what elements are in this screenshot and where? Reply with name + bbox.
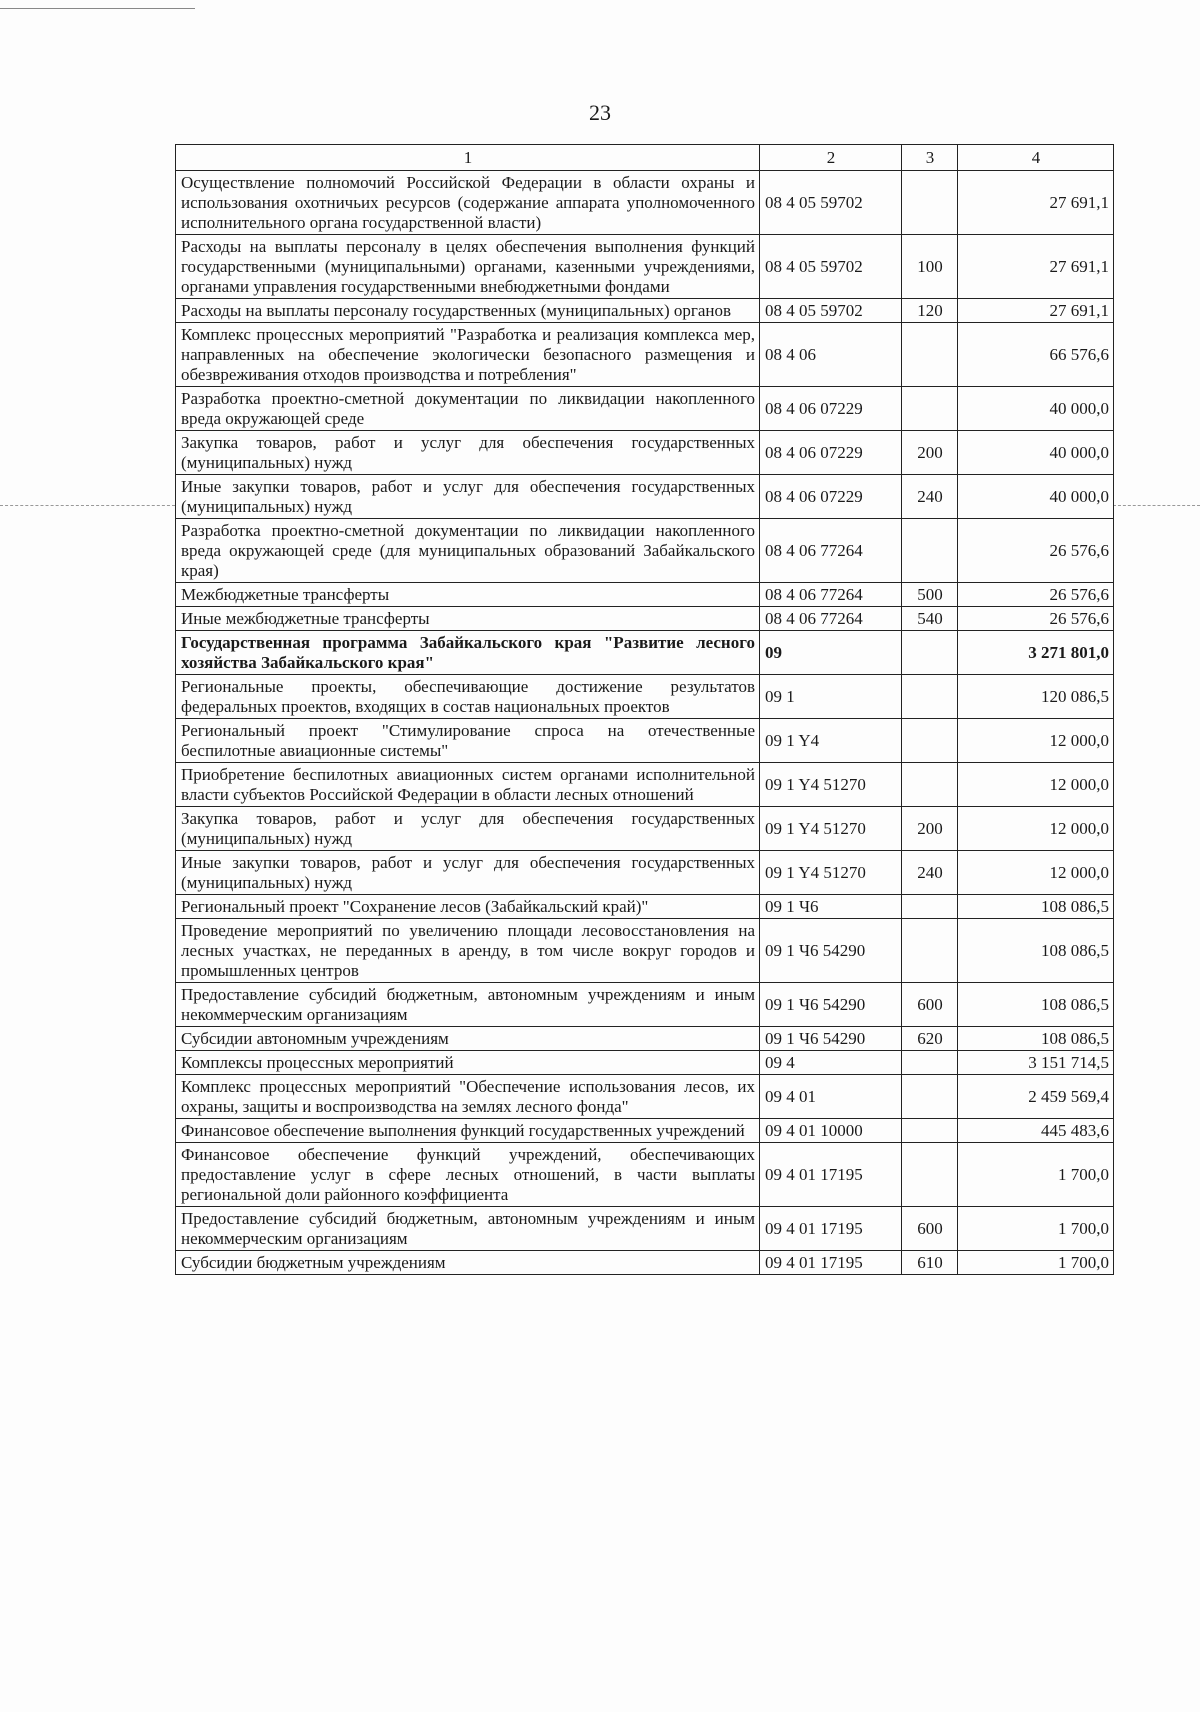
table-row [176, 1027, 1114, 1051]
table-row [176, 807, 1114, 851]
row-name-cell: Межбюджетные трансферты [176, 583, 760, 607]
row-type-cell: 540 [902, 607, 958, 631]
header-row [176, 145, 1114, 171]
row-amount-cell: 108 086,5 [958, 895, 1114, 919]
row-name-cell: Разработка проектно-сметной документации по ликвидации накопленного вреда окружающей среде (для муниципальных образований Забайкальского края) [176, 519, 760, 583]
row-amount-cell: 1 700,0 [958, 1143, 1114, 1207]
row-name-cell: Расходы на выплаты персоналу государственных (муниципальных) органов [176, 299, 760, 323]
row-code-cell: 09 4 01 17195 [760, 1251, 902, 1275]
row-amount-cell: 40 000,0 [958, 431, 1114, 475]
table-row [176, 235, 1114, 299]
row-code-cell: 09 4 01 10000 [760, 1119, 902, 1143]
row-amount-cell: 120 086,5 [958, 675, 1114, 719]
row-type-cell: 200 [902, 431, 958, 475]
row-name-cell: Комплекс процессных мероприятий "Разработка и реализация комплекса мер, направленных на обеспечение экологически безопасного размещения и обезвреживания отходов производства и потребления" [176, 323, 760, 387]
row-code-cell: 08 4 06 07229 [760, 475, 902, 519]
row-amount-cell: 12 000,0 [958, 719, 1114, 763]
header-col-1: 1 [176, 145, 760, 171]
row-amount-cell: 3 271 801,0 [958, 631, 1114, 675]
row-amount-cell: 26 576,6 [958, 607, 1114, 631]
row-type-cell [902, 1051, 958, 1075]
row-amount-cell: 108 086,5 [958, 919, 1114, 983]
table-row [176, 983, 1114, 1027]
row-code-cell: 09 1 Y4 [760, 719, 902, 763]
row-code-cell: 09 1 Ч6 54290 [760, 919, 902, 983]
row-amount-cell: 1 700,0 [958, 1251, 1114, 1275]
row-type-cell [902, 171, 958, 235]
row-type-cell [902, 1075, 958, 1119]
budget-table [175, 144, 1114, 1275]
row-type-cell [902, 387, 958, 431]
table-row [176, 719, 1114, 763]
top-edge-line [0, 8, 195, 9]
row-name-cell: Расходы на выплаты персоналу в целях обеспечения выполнения функций государственными (муниципальными) органами, казенными учреждениями, органами управления государственными внебюджетными фондами [176, 235, 760, 299]
row-amount-cell: 26 576,6 [958, 583, 1114, 607]
row-type-cell [902, 919, 958, 983]
row-name-cell: Разработка проектно-сметной документации по ликвидации накопленного вреда окружающей среде [176, 387, 760, 431]
row-type-cell: 500 [902, 583, 958, 607]
header-col-2: 2 [760, 145, 902, 171]
row-type-cell: 600 [902, 1207, 958, 1251]
row-name-cell: Иные межбюджетные трансферты [176, 607, 760, 631]
table-row [176, 387, 1114, 431]
row-name-cell: Комплекс процессных мероприятий "Обеспечение использования лесов, их охраны, защиты и воспроизводства на землях лесного фонда" [176, 1075, 760, 1119]
row-code-cell: 08 4 06 77264 [760, 583, 902, 607]
page-number: 23 [589, 100, 611, 125]
table-row [176, 583, 1114, 607]
row-type-cell [902, 895, 958, 919]
row-code-cell: 09 1 Y4 51270 [760, 807, 902, 851]
row-code-cell: 09 1 Ч6 [760, 895, 902, 919]
row-amount-cell: 26 576,6 [958, 519, 1114, 583]
row-code-cell: 08 4 05 59702 [760, 171, 902, 235]
table-row [176, 919, 1114, 983]
row-amount-cell: 3 151 714,5 [958, 1051, 1114, 1075]
table-row [176, 763, 1114, 807]
row-type-cell [902, 1143, 958, 1207]
row-name-cell: Региональный проект "Стимулирование спроса на отечественные беспилотные авиационные системы" [176, 719, 760, 763]
row-amount-cell: 2 459 569,4 [958, 1075, 1114, 1119]
row-name-cell: Региональные проекты, обеспечивающие достижение результатов федеральных проектов, входящих в состав национальных проектов [176, 675, 760, 719]
row-name-cell: Проведение мероприятий по увеличению площади лесовосстановления на лесных участках, не переданных в аренду, в том числе вокруг городов и промышленных центров [176, 919, 760, 983]
row-type-cell: 610 [902, 1251, 958, 1275]
row-amount-cell: 27 691,1 [958, 299, 1114, 323]
row-type-cell [902, 1119, 958, 1143]
table-row [176, 1143, 1114, 1207]
table-row [176, 299, 1114, 323]
fold-mark-left [0, 505, 175, 506]
row-code-cell: 09 1 Y4 51270 [760, 763, 902, 807]
row-amount-cell: 27 691,1 [958, 235, 1114, 299]
row-type-cell [902, 763, 958, 807]
row-type-cell [902, 323, 958, 387]
fold-mark-right [1113, 505, 1200, 506]
row-type-cell: 240 [902, 475, 958, 519]
row-name-cell: Субсидии автономным учреждениям [176, 1027, 760, 1051]
row-name-cell: Закупка товаров, работ и услуг для обеспечения государственных (муниципальных) нужд [176, 807, 760, 851]
row-type-cell [902, 631, 958, 675]
table-row [176, 1075, 1114, 1119]
row-name-cell: Иные закупки товаров, работ и услуг для обеспечения государственных (муниципальных) нужд [176, 851, 760, 895]
row-code-cell: 09 1 Ч6 54290 [760, 983, 902, 1027]
row-code-cell: 09 4 [760, 1051, 902, 1075]
table-row [176, 519, 1114, 583]
row-type-cell: 620 [902, 1027, 958, 1051]
table-row [176, 1207, 1114, 1251]
row-amount-cell: 12 000,0 [958, 851, 1114, 895]
table-row [176, 851, 1114, 895]
header-col-4: 4 [958, 145, 1114, 171]
row-type-cell [902, 719, 958, 763]
table-row [176, 1119, 1114, 1143]
row-code-cell: 08 4 06 07229 [760, 387, 902, 431]
row-code-cell: 08 4 06 [760, 323, 902, 387]
row-name-cell: Приобретение беспилотных авиационных систем органами исполнительной власти субъектов Российской Федерации в области лесных отношений [176, 763, 760, 807]
row-name-cell: Предоставление субсидий бюджетным, автономным учреждениям и иным некоммерческим организациям [176, 1207, 760, 1251]
row-code-cell: 09 4 01 17195 [760, 1143, 902, 1207]
row-code-cell: 09 1 Ч6 54290 [760, 1027, 902, 1051]
row-amount-cell: 108 086,5 [958, 1027, 1114, 1051]
row-amount-cell: 40 000,0 [958, 387, 1114, 431]
row-amount-cell: 108 086,5 [958, 983, 1114, 1027]
table-row [176, 431, 1114, 475]
row-code-cell: 08 4 06 77264 [760, 519, 902, 583]
row-amount-cell: 27 691,1 [958, 171, 1114, 235]
row-name-cell: Осуществление полномочий Российской Федерации в области охраны и использования охотничьих ресурсов (содержание аппарата уполномоченного исполнительного органа государственной власти) [176, 171, 760, 235]
row-name-cell: Комплексы процессных мероприятий [176, 1051, 760, 1075]
row-name-cell: Предоставление субсидий бюджетным, автономным учреждениям и иным некоммерческим организациям [176, 983, 760, 1027]
row-code-cell: 08 4 05 59702 [760, 299, 902, 323]
table-row [176, 475, 1114, 519]
row-name-cell: Государственная программа Забайкальского края "Развитие лесного хозяйства Забайкальского края" [176, 631, 760, 675]
row-amount-cell: 40 000,0 [958, 475, 1114, 519]
row-name-cell: Региональный проект "Сохранение лесов (Забайкальский край)" [176, 895, 760, 919]
row-amount-cell: 12 000,0 [958, 807, 1114, 851]
row-name-cell: Иные закупки товаров, работ и услуг для обеспечения государственных (муниципальных) нужд [176, 475, 760, 519]
row-type-cell: 120 [902, 299, 958, 323]
table-row [176, 1051, 1114, 1075]
row-code-cell: 08 4 06 77264 [760, 607, 902, 631]
row-code-cell: 09 1 [760, 675, 902, 719]
row-code-cell: 08 4 06 07229 [760, 431, 902, 475]
table-row [176, 675, 1114, 719]
row-name-cell: Закупка товаров, работ и услуг для обеспечения государственных (муниципальных) нужд [176, 431, 760, 475]
row-code-cell: 09 4 01 [760, 1075, 902, 1119]
row-amount-cell: 445 483,6 [958, 1119, 1114, 1143]
row-amount-cell: 12 000,0 [958, 763, 1114, 807]
row-type-cell: 200 [902, 807, 958, 851]
row-type-cell: 600 [902, 983, 958, 1027]
row-type-cell [902, 675, 958, 719]
row-name-cell: Финансовое обеспечение выполнения функций государственных учреждений [176, 1119, 760, 1143]
table-row [176, 323, 1114, 387]
row-code-cell: 09 1 Y4 51270 [760, 851, 902, 895]
table-row [176, 607, 1114, 631]
row-amount-cell: 1 700,0 [958, 1207, 1114, 1251]
row-amount-cell: 66 576,6 [958, 323, 1114, 387]
row-name-cell: Субсидии бюджетным учреждениям [176, 1251, 760, 1275]
table-row [176, 631, 1114, 675]
row-code-cell: 09 4 01 17195 [760, 1207, 902, 1251]
table-row [176, 895, 1114, 919]
table-row [176, 171, 1114, 235]
row-type-cell [902, 519, 958, 583]
table-body [176, 171, 1114, 1275]
row-type-cell: 240 [902, 851, 958, 895]
row-type-cell: 100 [902, 235, 958, 299]
table-row [176, 1251, 1114, 1275]
row-code-cell: 08 4 05 59702 [760, 235, 902, 299]
header-col-3: 3 [902, 145, 958, 171]
row-code-cell: 09 [760, 631, 902, 675]
row-name-cell: Финансовое обеспечение функций учреждений, обеспечивающих предоставление услуг в сфере лесных отношений, в части выплаты региональной доли районного коэффициента [176, 1143, 760, 1207]
